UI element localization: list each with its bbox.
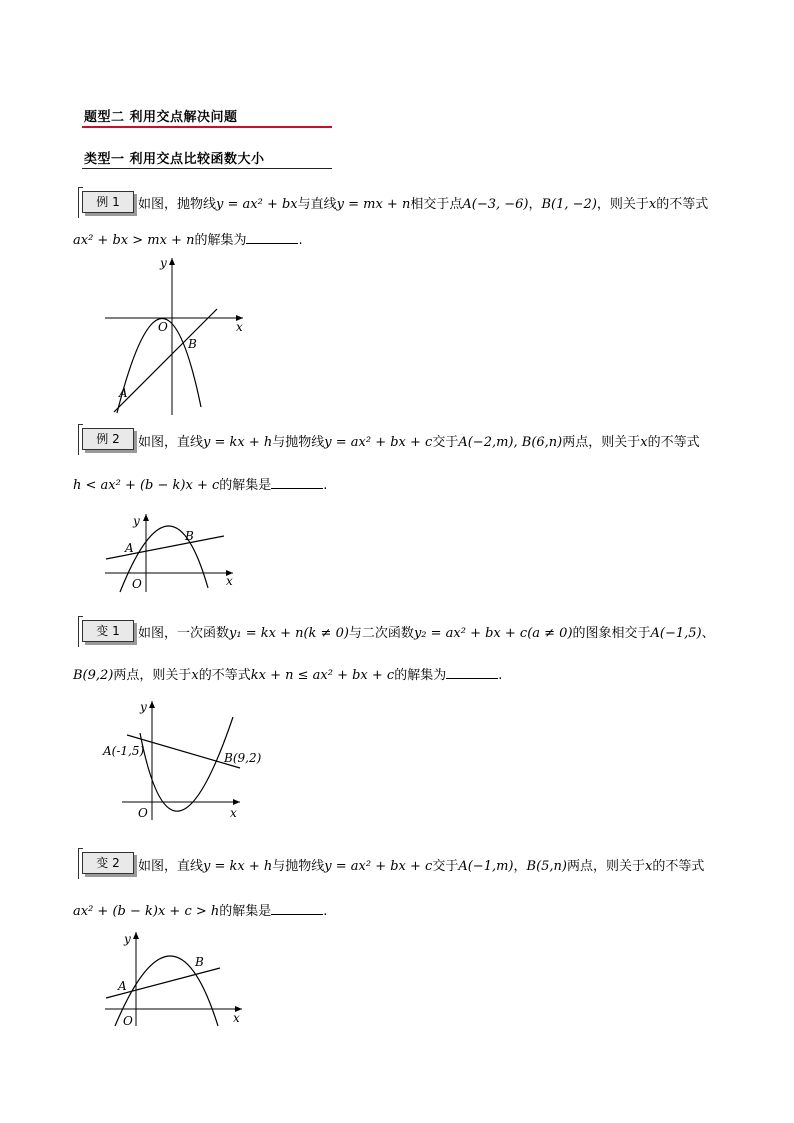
point-a-label: A	[118, 979, 127, 993]
origin-label: O	[132, 577, 142, 591]
axis-x-label: x	[230, 806, 237, 820]
answer-blank	[446, 666, 498, 679]
example-1-tag: 例 1	[82, 191, 134, 213]
example-1-line-1: 如图，抛物线y = ax² + bx与直线y = mx + n相交于点A(−3, −6)，B(1, −2)，则关于x的不等式	[138, 197, 709, 212]
point-b-label: B	[195, 955, 204, 969]
point-b-label: B	[188, 337, 197, 351]
origin-label: O	[123, 1014, 133, 1028]
example-2-graph	[100, 510, 240, 595]
example-2-line-2: h < ax² + (b − k)x + c的解集是 .	[73, 478, 328, 493]
answer-blank	[246, 231, 298, 244]
point-a-label: A	[119, 386, 128, 400]
origin-label: O	[138, 806, 148, 820]
origin-label: O	[158, 320, 168, 334]
subsection-title: 类型一 利用交点比较函数大小	[84, 152, 265, 167]
axis-y-label: y	[124, 932, 131, 946]
axis-y-label: y	[133, 514, 140, 528]
example-1-graph	[100, 255, 250, 420]
variation-2-graph	[100, 928, 250, 1028]
example-2-line-1: 如图，直线y = kx + h与抛物线y = ax² + bx + c交于A(−2,m), B(6,n)两点，则关于x的不等式	[138, 435, 700, 450]
example-1-line-2: ax² + bx > mx + n的解集为 .	[73, 233, 303, 248]
section-title: 题型二 利用交点解决问题	[84, 110, 238, 125]
point-a-label: A(-1,5)	[103, 744, 145, 758]
axis-x-label: x	[233, 1011, 240, 1025]
variation-1-graph	[100, 695, 265, 825]
axis-x-label: x	[226, 574, 233, 588]
answer-blank	[271, 902, 323, 915]
variation-1-tag: 变 1	[82, 620, 134, 642]
point-b-label: B(9,2)	[224, 751, 262, 765]
answer-blank	[271, 476, 323, 489]
axis-x-label: x	[236, 320, 243, 334]
example-2-tag: 例 2	[82, 428, 134, 450]
variation-1-line-1: 如图，一次函数y₁ = kx + n(k ≠ 0)与二次函数y₂ = ax² + bx + c(a ≠ 0)的图象相交于A(−1,5)、	[138, 626, 715, 641]
variation-1-line-2: B(9,2)两点，则关于x的不等式kx + n ≤ ax² + bx + c的解集为 .	[73, 668, 503, 683]
point-a-label: A	[125, 541, 134, 555]
subsection-title-underline	[82, 168, 332, 169]
section-title-underline	[82, 126, 332, 128]
variation-2-tag: 变 2	[82, 852, 134, 874]
axis-y-label: y	[160, 256, 167, 270]
axis-y-label: y	[140, 700, 147, 714]
point-b-label: B	[185, 529, 194, 543]
variation-2-line-2: ax² + (b − k)x + c > h的解集是 .	[73, 904, 328, 919]
variation-2-line-1: 如图，直线y = kx + h与抛物线y = ax² + bx + c交于A(−1,m)，B(5,n)两点，则关于x的不等式	[138, 859, 705, 874]
